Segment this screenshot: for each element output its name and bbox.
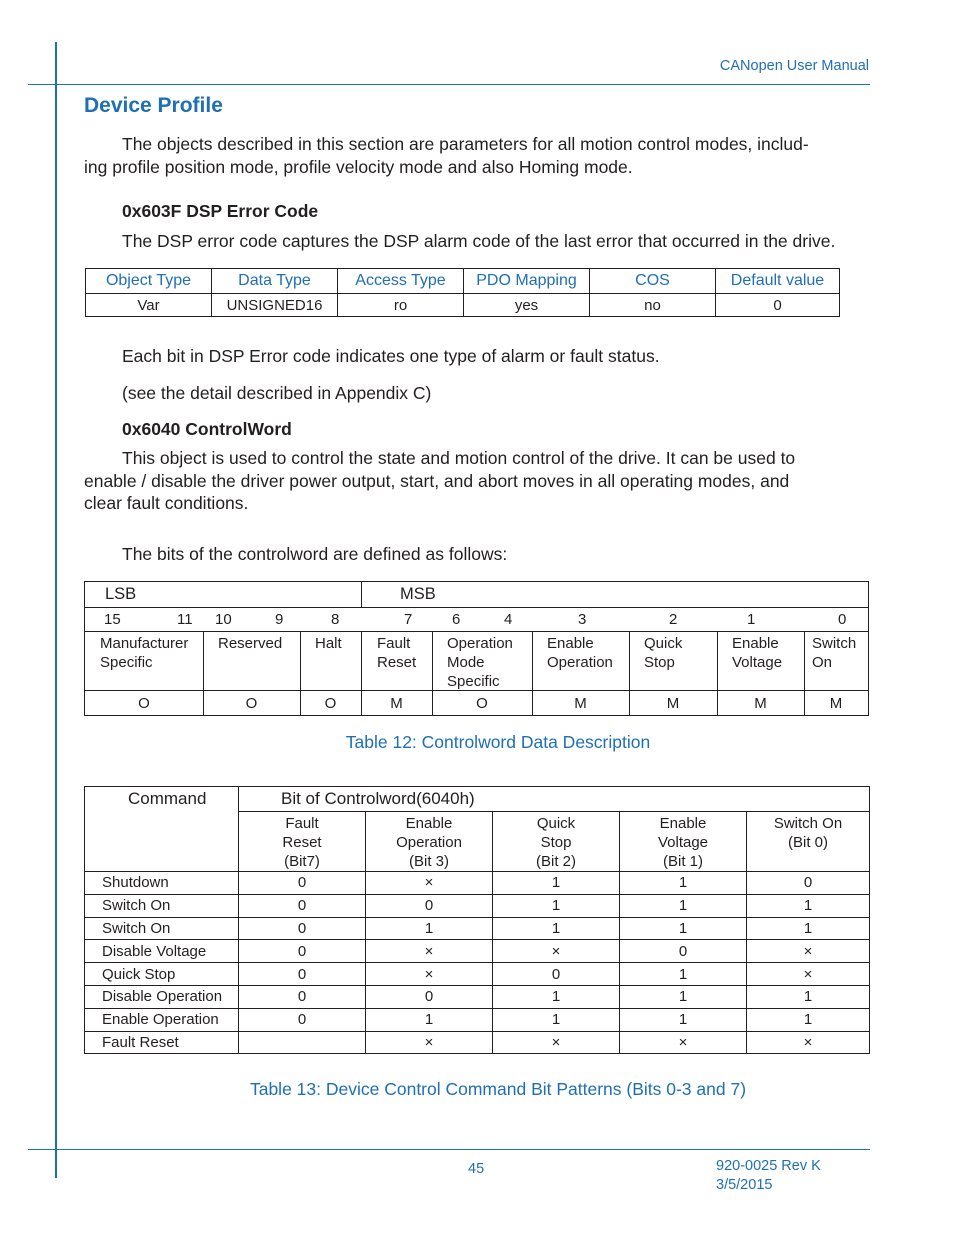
bit-name: Manufacturer Specific xyxy=(100,635,189,671)
subheader-cell: Quick Stop (Bit 2) xyxy=(493,812,620,872)
bit-value-cell: 0 xyxy=(239,985,366,1008)
bit-value-cell: 1 xyxy=(493,1008,620,1031)
bit-number: 15 xyxy=(104,611,121,628)
header-cell: Access Type xyxy=(338,269,464,294)
table-row xyxy=(85,940,870,963)
bit-value-cell xyxy=(239,1031,366,1054)
bit-number: 3 xyxy=(578,611,587,628)
divider xyxy=(361,582,362,607)
bit-value-cell: × xyxy=(493,940,620,963)
command-cell: Disable Voltage xyxy=(85,940,239,963)
bit-value-cell: 0 xyxy=(239,894,366,917)
command-cell: Quick Stop xyxy=(85,963,239,986)
value-cell: no xyxy=(590,294,716,317)
bit-number: 2 xyxy=(669,611,678,628)
command-cell: Switch On xyxy=(85,894,239,917)
bit-value-cell: × xyxy=(747,1031,870,1054)
section-title: Device Profile xyxy=(84,94,223,117)
controlword-line-2: enable / disable the driver power output, start, and abort moves in all operating modes, and xyxy=(84,470,790,491)
mandatory-optional: M xyxy=(666,695,680,712)
mandatory-optional: M xyxy=(829,695,843,712)
msb-label: MSB xyxy=(400,585,436,603)
mandatory-optional: M xyxy=(754,695,767,712)
mandatory-optional: O xyxy=(138,695,150,712)
controlword-table xyxy=(84,581,869,716)
bit-number: 1 xyxy=(747,611,756,628)
controlword-line-3: clear fault conditions. xyxy=(84,493,249,513)
bit-value-cell: × xyxy=(747,963,870,986)
controlword-paragraph xyxy=(84,447,874,515)
bit-name: Halt xyxy=(315,635,342,652)
subsection-heading-603f: 0x603F DSP Error Code xyxy=(122,201,319,221)
subsection-desc-603f: The DSP error code captures the DSP alarm code of the last error that occurred in the drive. xyxy=(122,231,836,251)
command-cell: Disable Operation xyxy=(85,985,239,1008)
bit-name: Enable Operation xyxy=(547,635,613,671)
bit-value-cell: × xyxy=(366,940,493,963)
bit-value-cell: 1 xyxy=(620,894,747,917)
command-cell: Enable Operation xyxy=(85,1008,239,1031)
bit-value-cell: 1 xyxy=(620,917,747,940)
top-margin-line xyxy=(55,42,57,85)
bit-header: Bit of Controlword(6040h) xyxy=(239,787,870,812)
bit-value-cell: 0 xyxy=(239,940,366,963)
mandatory-optional: M xyxy=(390,695,403,712)
table-13-caption: Table 13: Device Control Command Bit Patterns (Bits 0-3 and 7) xyxy=(249,1079,747,1099)
subheader-cell: Fault Reset (Bit7) xyxy=(239,812,366,872)
bit-name: Operation Mode Specific xyxy=(447,635,513,690)
bit-name: Switch On xyxy=(812,635,857,671)
mandatory-optional: O xyxy=(476,695,488,712)
table-header-row xyxy=(86,269,840,294)
table-row xyxy=(85,894,870,917)
bit-value-cell: 0 xyxy=(366,894,493,917)
bit-value-cell: 0 xyxy=(239,1008,366,1031)
bit-value-cell: 1 xyxy=(493,872,620,895)
running-header: CANopen User Manual xyxy=(719,58,869,74)
object-dictionary-table xyxy=(85,268,840,317)
page-number: 45 xyxy=(468,1161,485,1177)
bit-number: 6 xyxy=(452,611,461,628)
bit-number: 8 xyxy=(331,611,340,628)
bit-name: Quick Stop xyxy=(644,635,683,671)
bit-value-cell: 1 xyxy=(747,1008,870,1031)
bit-value-cell: 0 xyxy=(620,940,747,963)
header-cell: COS xyxy=(590,269,716,294)
bit-number: 4 xyxy=(504,611,513,628)
value-cell: Var xyxy=(86,294,212,317)
bit-value-cell: 1 xyxy=(620,963,747,986)
intro-line-2: ing profile position mode, profile velocity mode and also Homing mode. xyxy=(84,156,633,177)
value-cell: 0 xyxy=(716,294,840,317)
bit-value-cell: 1 xyxy=(620,872,747,895)
bit-value-cell: 1 xyxy=(620,985,747,1008)
bits-intro: The bits of the controlword are defined as follows: xyxy=(122,544,508,564)
bit-value-cell: × xyxy=(620,1031,747,1054)
intro-paragraph xyxy=(84,133,874,178)
bit-name: Enable Voltage xyxy=(732,635,783,671)
divider xyxy=(85,607,868,608)
bit-value-cell: × xyxy=(366,872,493,895)
command-cell: Switch On xyxy=(85,917,239,940)
table-row xyxy=(85,963,870,986)
bit-number: 9 xyxy=(275,611,284,628)
mandatory-optional: O xyxy=(324,695,337,712)
left-margin-line xyxy=(55,85,57,1178)
appendix-note: (see the detail described in Appendix C) xyxy=(122,383,432,403)
bit-value-cell: 1 xyxy=(493,985,620,1008)
command-header: Command xyxy=(85,787,239,872)
table-row xyxy=(85,1008,870,1031)
value-cell: ro xyxy=(338,294,464,317)
bit-number: 11 xyxy=(177,611,193,628)
table-row xyxy=(85,1031,870,1054)
value-cell: UNSIGNED16 xyxy=(212,294,338,317)
bit-value-cell: 0 xyxy=(239,917,366,940)
bit-value-cell: 1 xyxy=(747,985,870,1008)
bit-value-cell: 0 xyxy=(239,963,366,986)
bit-value-cell: 0 xyxy=(493,963,620,986)
controlword-line-1: This object is used to control the state and motion control of the drive. It can be used to xyxy=(122,448,796,468)
table-12-caption: Table 12: Controlword Data Description xyxy=(345,732,651,752)
bit-value-cell: 1 xyxy=(747,917,870,940)
doc-date: 3/5/2015 xyxy=(716,1177,773,1193)
bit-value-cell: 0 xyxy=(366,985,493,1008)
command-bit-table xyxy=(84,786,870,1054)
bit-name: Reserved xyxy=(218,635,283,652)
subheader-cell: Switch On (Bit 0) xyxy=(747,812,870,872)
bit-value-cell: 1 xyxy=(366,1008,493,1031)
bit-value-cell: × xyxy=(493,1031,620,1054)
table-row xyxy=(85,872,870,895)
subheader-cell: Enable Operation (Bit 3) xyxy=(366,812,493,872)
bit-name: Fault Reset xyxy=(377,635,417,671)
mandatory-optional: O xyxy=(245,695,258,712)
header-cell: Object Type xyxy=(86,269,212,294)
header-cell: PDO Mapping xyxy=(464,269,590,294)
bit-value-cell: 0 xyxy=(747,872,870,895)
bit-value-cell: × xyxy=(747,940,870,963)
bit-value-cell: 1 xyxy=(620,1008,747,1031)
doc-revision: 920-0025 Rev K xyxy=(716,1158,821,1174)
table-row xyxy=(85,917,870,940)
table-row xyxy=(86,294,840,317)
bit-value-cell: × xyxy=(366,963,493,986)
header-cell: Default value xyxy=(716,269,840,294)
table-row xyxy=(85,985,870,1008)
lsb-label: LSB xyxy=(105,585,137,603)
value-cell: yes xyxy=(464,294,590,317)
subsection-heading-6040: 0x6040 ControlWord xyxy=(122,419,292,439)
intro-line-1: The objects described in this section are parameters for all motion control modes, includ- xyxy=(122,134,809,154)
header-cell: Data Type xyxy=(212,269,338,294)
bit-value-cell: 1 xyxy=(747,894,870,917)
bit-value-cell: 1 xyxy=(493,894,620,917)
bit-value-cell: 1 xyxy=(493,917,620,940)
mandatory-optional: M xyxy=(574,695,587,712)
header-rule xyxy=(28,84,870,85)
error-code-note: Each bit in DSP Error code indicates one type of alarm or fault status. xyxy=(122,346,660,366)
subheader-cell: Enable Voltage (Bit 1) xyxy=(620,812,747,872)
command-cell: Shutdown xyxy=(85,872,239,895)
bit-number: 0 xyxy=(838,611,847,628)
bit-number: 7 xyxy=(404,611,413,628)
bit-value-cell: 0 xyxy=(239,872,366,895)
table-header-row xyxy=(85,787,870,812)
footer-rule xyxy=(28,1149,870,1150)
command-cell: Fault Reset xyxy=(85,1031,239,1054)
bit-value-cell: × xyxy=(366,1031,493,1054)
bit-value-cell: 1 xyxy=(366,917,493,940)
command-rows xyxy=(85,872,870,1054)
bit-number: 10 xyxy=(215,611,232,628)
